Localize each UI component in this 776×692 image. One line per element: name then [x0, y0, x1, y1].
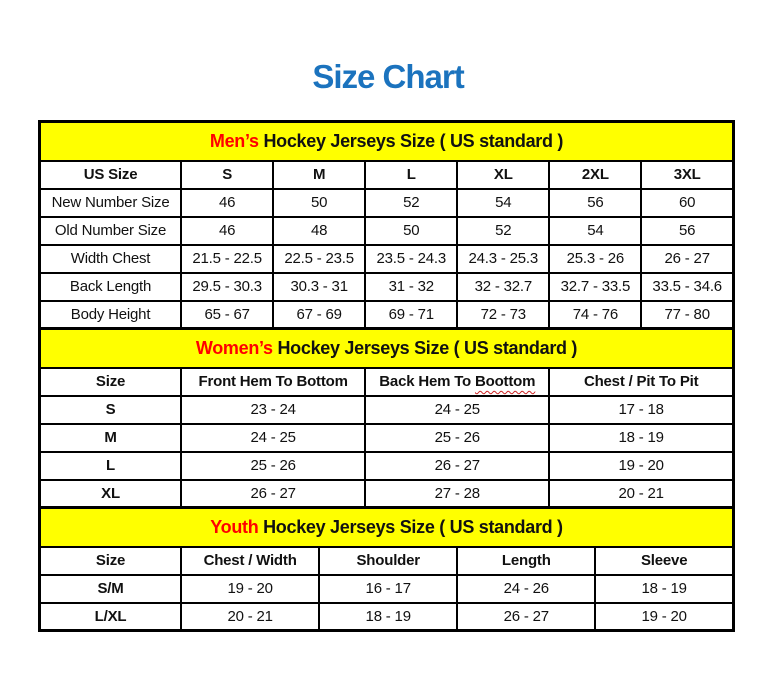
womens-cell: 25 - 26 — [181, 452, 365, 480]
youth-cell: 18 - 19 — [595, 575, 733, 603]
youth-cell: 19 - 20 — [181, 575, 319, 603]
mens-cell: 60 — [641, 189, 733, 217]
mens-cell: 77 - 80 — [641, 301, 733, 329]
womens-cell: 25 - 26 — [365, 424, 549, 452]
mens-cell: 29.5 - 30.3 — [181, 273, 273, 301]
mens-col-header: 3XL — [641, 161, 733, 189]
mens-col-header: S — [181, 161, 273, 189]
mens-row — [40, 273, 734, 301]
womens-cell: 24 - 25 — [365, 396, 549, 424]
mens-header-row — [40, 161, 734, 189]
youth-cell: 19 - 20 — [595, 603, 733, 631]
mens-cell: 54 — [549, 217, 641, 245]
womens-cell: 17 - 18 — [549, 396, 733, 424]
mens-cell: 30.3 - 31 — [273, 273, 365, 301]
womens-col-header: Size — [40, 368, 182, 396]
youth-banner-text: Hockey Jerseys Size ( US standard ) — [258, 516, 563, 537]
mens-cell: 50 — [365, 217, 457, 245]
womens-cell: 26 - 27 — [181, 480, 365, 508]
youth-cell: 16 - 17 — [319, 575, 457, 603]
mens-row — [40, 217, 734, 245]
mens-cell: 33.5 - 34.6 — [641, 273, 733, 301]
size-tables — [38, 120, 735, 632]
mens-cell: 24.3 - 25.3 — [457, 245, 549, 273]
mens-cell: 22.5 - 23.5 — [273, 245, 365, 273]
youth-row-label: S/M — [40, 575, 182, 603]
mens-cell: 32 - 32.7 — [457, 273, 549, 301]
womens-banner-text: Hockey Jerseys Size ( US standard ) — [272, 337, 578, 358]
womens-col-header: Front Hem To Bottom — [181, 368, 365, 396]
womens-cell: 23 - 24 — [181, 396, 365, 424]
womens-row — [40, 452, 734, 480]
mens-cell: 67 - 69 — [273, 301, 365, 329]
youth-row — [40, 603, 734, 631]
mens-cell: 65 - 67 — [181, 301, 273, 329]
womens-cell: 27 - 28 — [365, 480, 549, 508]
mens-cell: 52 — [457, 217, 549, 245]
youth-banner-highlight: Youth — [210, 516, 259, 537]
youth-header-row — [40, 547, 734, 575]
mens-cell: 56 — [549, 189, 641, 217]
mens-col-header: M — [273, 161, 365, 189]
youth-banner-row — [40, 508, 734, 547]
womens-cell: 20 - 21 — [549, 480, 733, 508]
youth-cell: 18 - 19 — [319, 603, 457, 631]
womens-banner — [40, 329, 734, 368]
mens-size-table — [38, 120, 735, 330]
youth-cell: 26 - 27 — [457, 603, 595, 631]
mens-cell: 56 — [641, 217, 733, 245]
mens-row-label: Body Height — [40, 301, 182, 329]
mens-row — [40, 189, 734, 217]
womens-row-label: L — [40, 452, 182, 480]
page-title: Size Chart — [312, 58, 464, 95]
womens-cell: 26 - 27 — [365, 452, 549, 480]
mens-cell: 46 — [181, 217, 273, 245]
mens-row-label: Old Number Size — [40, 217, 182, 245]
mens-row — [40, 245, 734, 273]
mens-row-label: New Number Size — [40, 189, 182, 217]
youth-col-header: Length — [457, 547, 595, 575]
mens-cell: 23.5 - 24.3 — [365, 245, 457, 273]
womens-row — [40, 480, 734, 508]
mens-cell: 52 — [365, 189, 457, 217]
mens-cell: 50 — [273, 189, 365, 217]
womens-row-label: XL — [40, 480, 182, 508]
mens-row-label: Back Length — [40, 273, 182, 301]
youth-cell: 20 - 21 — [181, 603, 319, 631]
mens-banner-highlight: Men’s — [209, 130, 259, 151]
womens-col-header: Chest / Pit To Pit — [549, 368, 733, 396]
womens-row — [40, 424, 734, 452]
mens-cell: 31 - 32 — [365, 273, 457, 301]
mens-row — [40, 301, 734, 329]
youth-col-header: Sleeve — [595, 547, 733, 575]
womens-cell: 19 - 20 — [549, 452, 733, 480]
mens-col-header: US Size — [40, 161, 182, 189]
mens-banner-text: Hockey Jerseys Size ( US standard ) — [258, 130, 564, 151]
mens-cell: 74 - 76 — [549, 301, 641, 329]
womens-cell: 24 - 25 — [181, 424, 365, 452]
youth-col-header: Shoulder — [319, 547, 457, 575]
mens-cell: 46 — [181, 189, 273, 217]
womens-col-header: Back Hem To Boottom — [365, 368, 549, 396]
youth-col-header: Chest / Width — [181, 547, 319, 575]
mens-cell: 21.5 - 22.5 — [181, 245, 273, 273]
mens-col-header: XL — [457, 161, 549, 189]
youth-row — [40, 575, 734, 603]
mens-banner — [40, 122, 734, 161]
mens-col-header: L — [365, 161, 457, 189]
mens-col-header: 2XL — [549, 161, 641, 189]
youth-banner — [40, 508, 734, 547]
mens-cell: 48 — [273, 217, 365, 245]
mens-row-label: Width Chest — [40, 245, 182, 273]
womens-size-table — [38, 327, 735, 509]
misspelled-word: Boottom — [474, 373, 536, 390]
mens-cell: 26 - 27 — [641, 245, 733, 273]
youth-col-header: Size — [40, 547, 182, 575]
youth-cell: 24 - 26 — [457, 575, 595, 603]
youth-row-label: L/XL — [40, 603, 182, 631]
womens-row — [40, 396, 734, 424]
womens-header-row — [40, 368, 734, 396]
youth-size-table — [38, 506, 735, 632]
womens-cell: 18 - 19 — [549, 424, 733, 452]
mens-cell: 32.7 - 33.5 — [549, 273, 641, 301]
mens-cell: 72 - 73 — [457, 301, 549, 329]
mens-cell: 25.3 - 26 — [549, 245, 641, 273]
mens-cell: 69 - 71 — [365, 301, 457, 329]
mens-cell: 54 — [457, 189, 549, 217]
womens-banner-row — [40, 329, 734, 368]
womens-row-label: S — [40, 396, 182, 424]
mens-banner-row — [40, 122, 734, 161]
womens-banner-highlight: Women’s — [195, 337, 273, 358]
womens-row-label: M — [40, 424, 182, 452]
